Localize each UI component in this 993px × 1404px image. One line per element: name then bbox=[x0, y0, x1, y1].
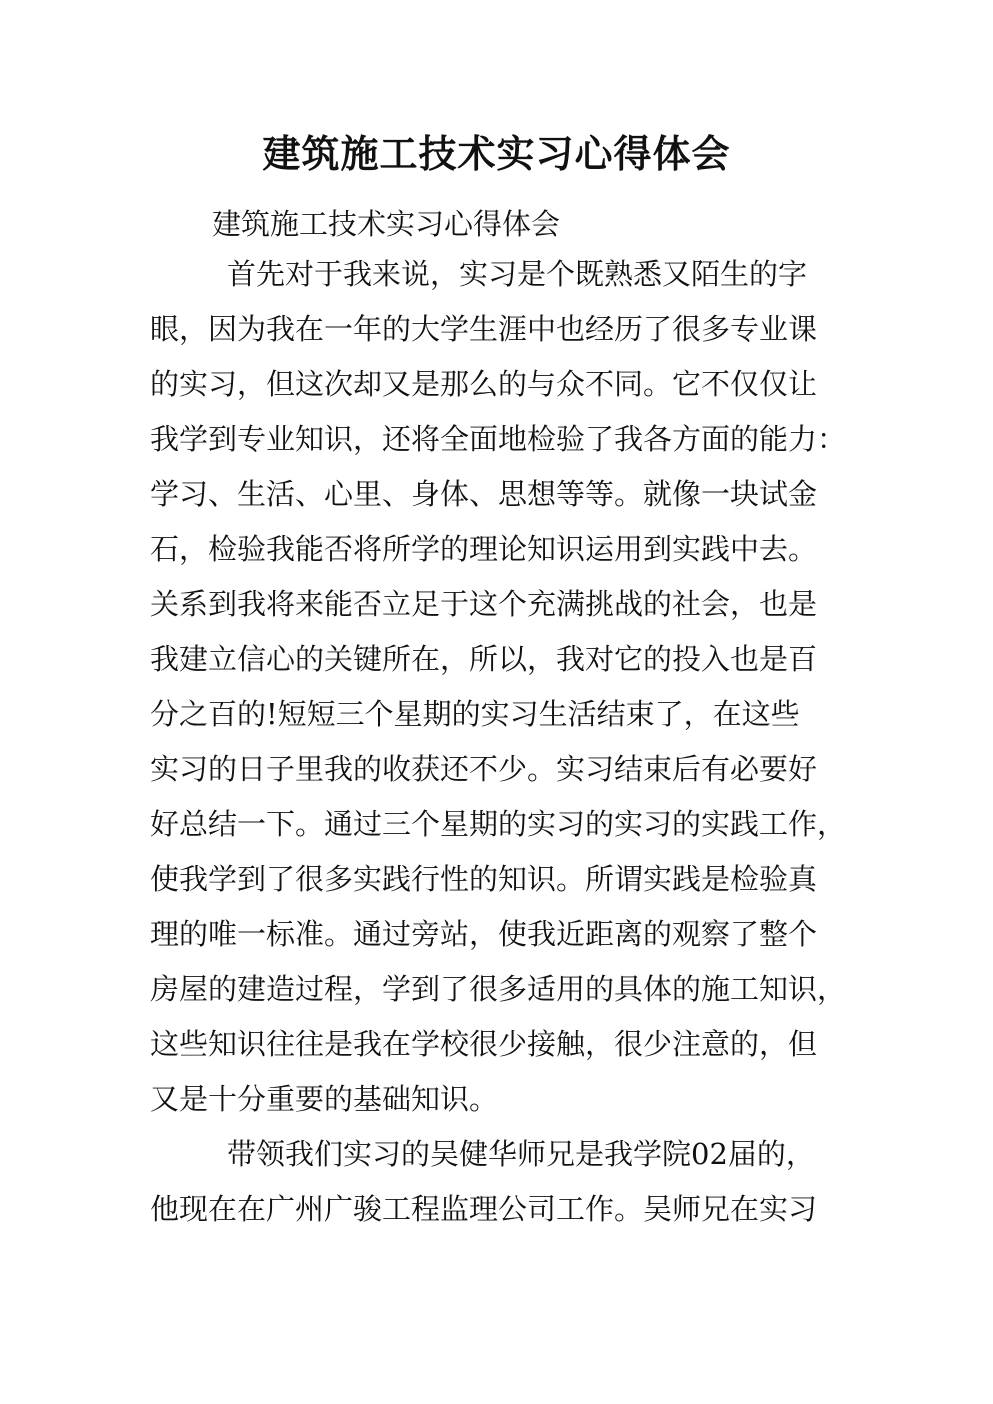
paragraph-line: 他现在在广州广骏工程监理公司工作。吴师兄在实习 bbox=[150, 1192, 818, 1226]
paragraph-line: 房屋的建造过程，学到了很多适用的具体的施工知识， bbox=[150, 972, 847, 1006]
paragraph-line: 石，检验我能否将所学的理论知识运用到实践中去。 bbox=[150, 532, 818, 566]
paragraph-line: 我建立信心的关键所在，所以，我对它的投入也是百 bbox=[150, 642, 818, 676]
paragraph-line: 又是十分重要的基础知识。 bbox=[150, 1082, 499, 1116]
paragraph-line: 使我学到了很多实践行性的知识。所谓实践是检验真 bbox=[150, 862, 818, 896]
paragraph-line: 带领我们实习的吴健华师兄是我学院02届的， bbox=[227, 1137, 815, 1171]
paragraph-line: 实习的日子里我的收获还不少。实习结束后有必要好 bbox=[150, 752, 818, 786]
paragraph-line: 的实习，但这次却又是那么的与众不同。它不仅仅让 bbox=[150, 367, 818, 401]
paragraph-line: 关系到我将来能否立足于这个充满挑战的社会，也是 bbox=[150, 587, 818, 621]
document-subtitle: 建筑施工技术实习心得体会 bbox=[212, 207, 561, 241]
paragraph-line: 分之百的!短短三个星期的实习生活结束了，在这些 bbox=[150, 697, 800, 731]
paragraph-line: 这些知识往往是我在学校很少接触，很少注意的，但 bbox=[150, 1027, 818, 1061]
document-title: 建筑施工技术实习心得体会 bbox=[262, 131, 731, 176]
paragraph-line: 我学到专业知识，还将全面地检验了我各方面的能力： bbox=[150, 422, 847, 456]
paragraph-line: 眼，因为我在一年的大学生涯中也经历了很多专业课 bbox=[150, 312, 818, 346]
paragraph-line: 好总结一下。通过三个星期的实习的实习的实践工作， bbox=[150, 807, 847, 841]
paragraph-line: 学习、生活、心里、身体、思想等等。就像一块试金 bbox=[150, 477, 818, 511]
paragraph-line: 首先对于我来说，实习是个既熟悉又陌生的字 bbox=[227, 257, 808, 291]
paragraph-line: 理的唯一标准。通过旁站，使我近距离的观察了整个 bbox=[150, 917, 818, 951]
